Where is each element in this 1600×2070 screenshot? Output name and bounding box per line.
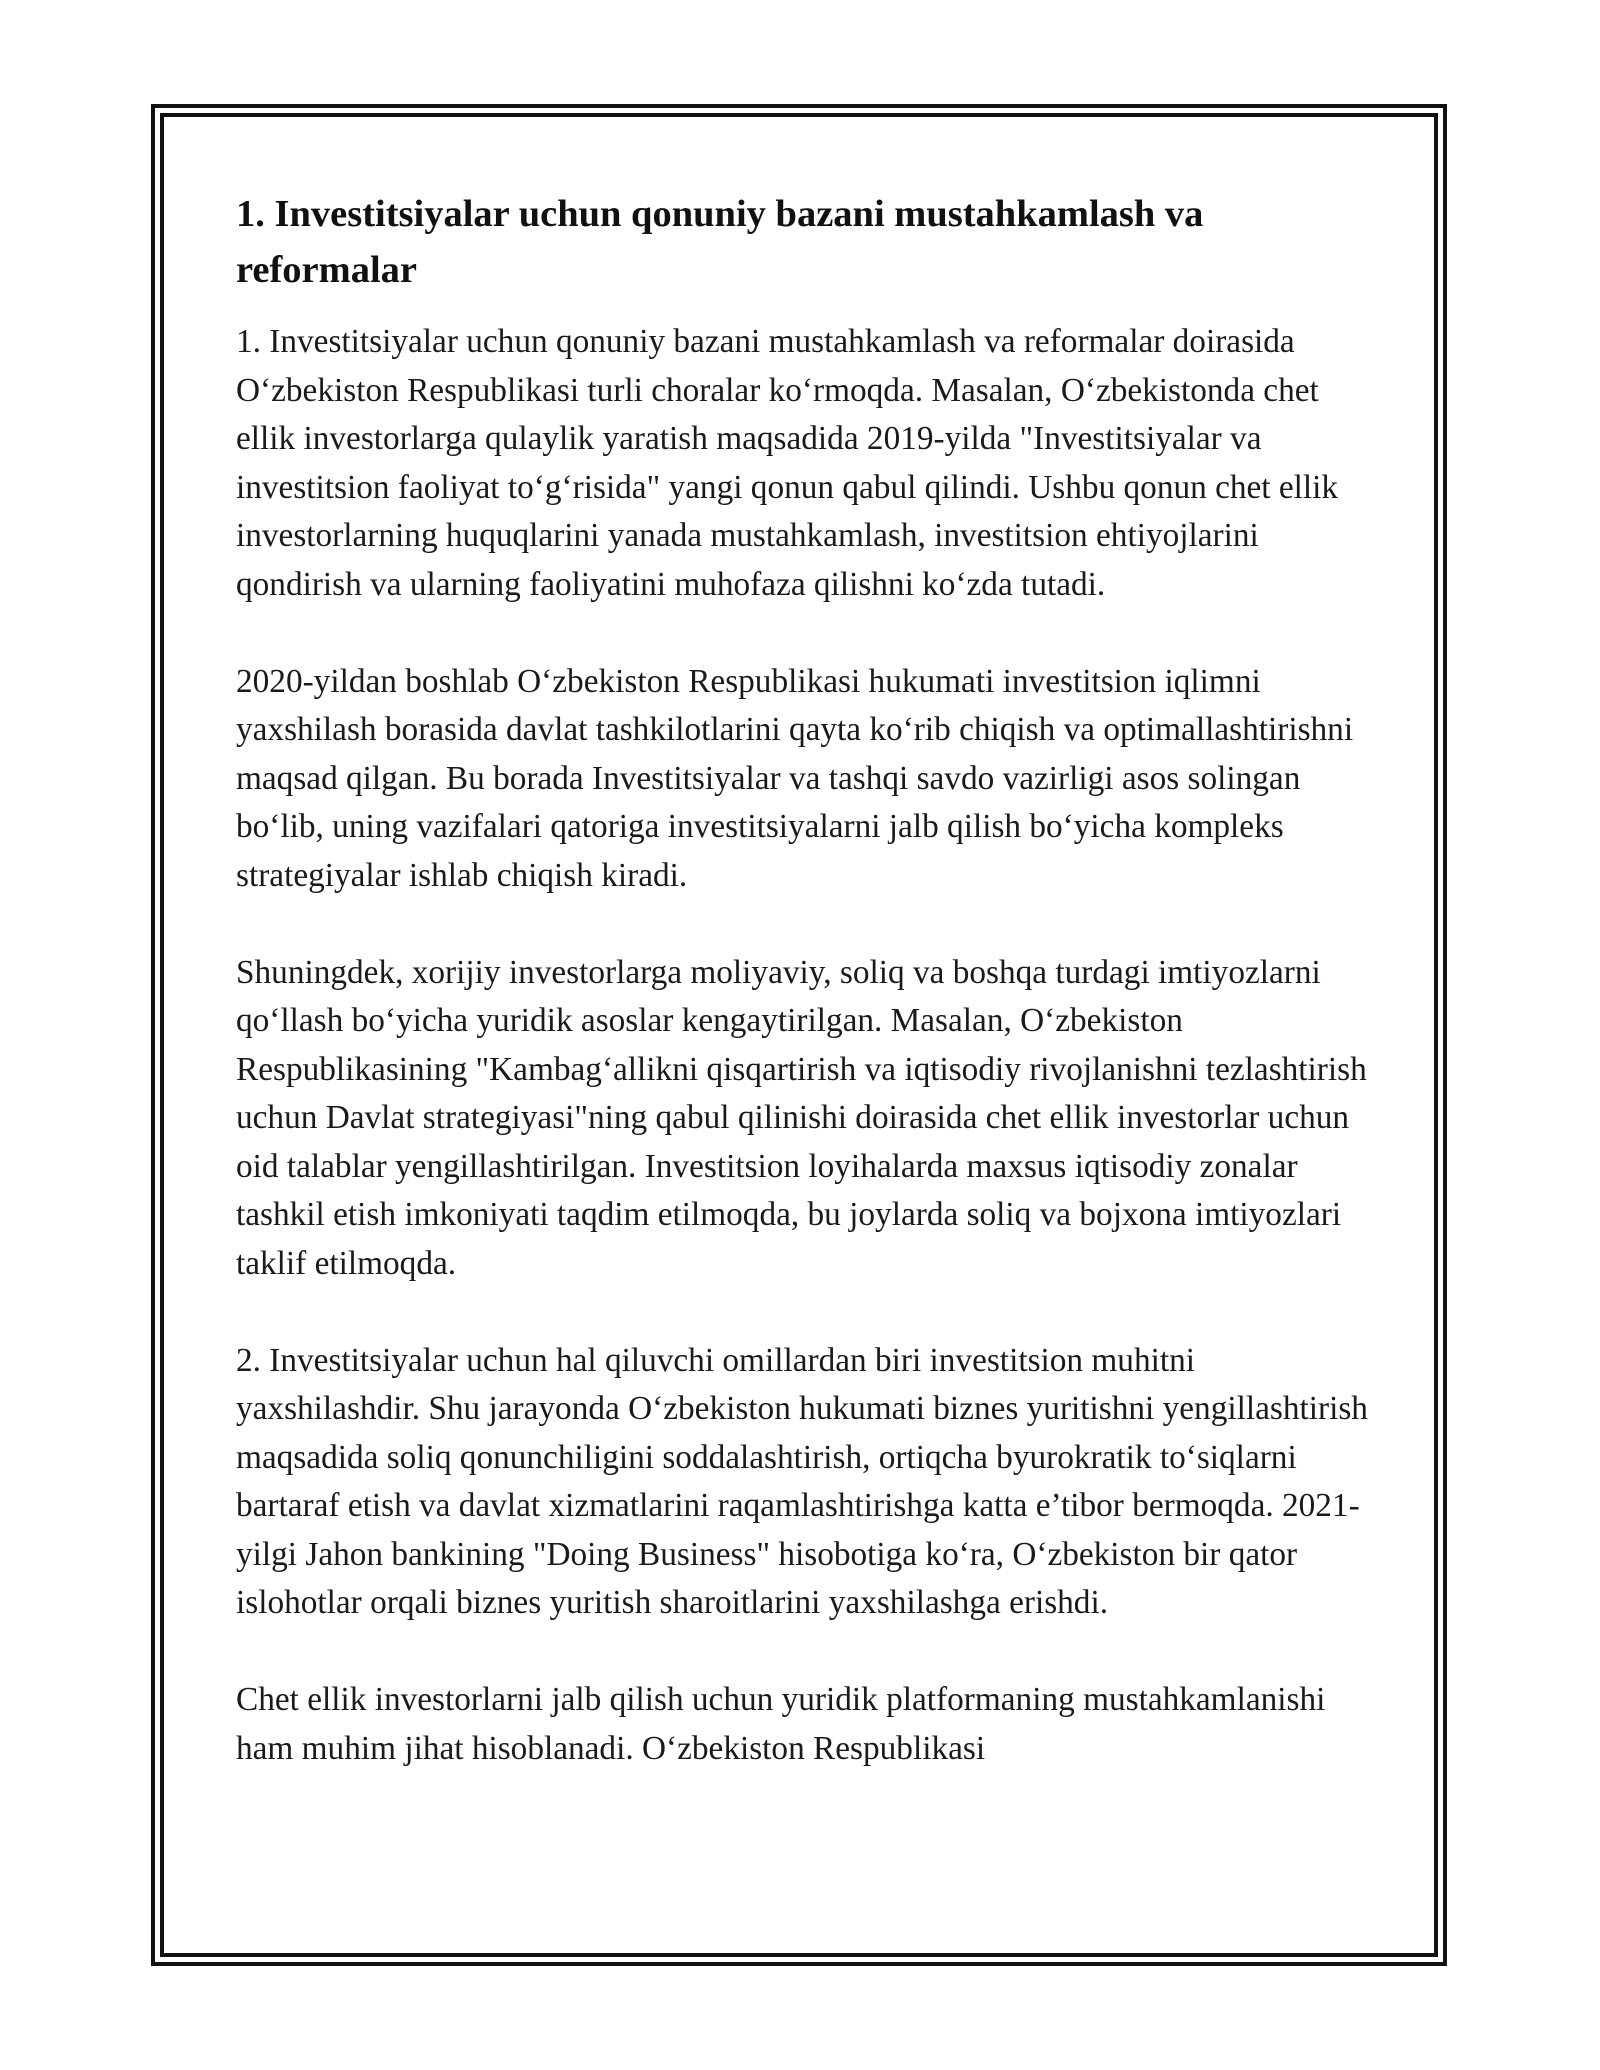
section-heading: 1. Investitsiyalar uchun qonuniy bazani mustahkamlash va reformalar — [236, 193, 1204, 291]
document-body — [236, 186, 1386, 1822]
paragraph-2: 2020-yildan boshlab O‘zbekiston Respublikasi hukumati investitsion iqlimni yaxshilash borasida davlat tashkilotlarini qayta ko‘rib chiqish va optimallashtirishni maqsad qilgan. Bu borada Investitsiyalar va tashqi savdo vazirligi asos solingan bo‘lib, uning vazifalari qatoriga investitsiyalarni jalb qilish bo‘yicha kompleks strategiyalar ishlab chiqish kiradi. — [236, 662, 1354, 894]
paragraph-1: 1. Investitsiyalar uchun qonuniy bazani mustahkamlash va reformalar doirasida O‘zbekiston Respublikasi turli choralar ko‘rmoqda. Masalan, O‘zbekistonda chet ellik investorlarga qulaylik yaratish maqsadida 2019-yilda "Investitsiyalar va investitsion faoliyat to‘g‘risida" yangi qonun qabul qilindi. Ushbu qonun chet ellik investorlarning huquqlarini yanada mustahkamlash, investitsion ehtiyojlarini qondirish va ularning faoliyatini muhofaza qilishni ko‘zda tutadi. — [236, 323, 1339, 603]
paragraph-5: Chet ellik investorlarni jalb qilish uchun yuridik platformaning mustahkamlanishi ham muhim jihat hisoblanadi. O‘zbekiston Respublikasi — [236, 1681, 1326, 1767]
paragraph-4: 2. Investitsiyalar uchun hal qiluvchi omillardan biri investitsion muhitni yaxshilashdir. Shu jarayonda O‘zbekiston hukumati biznes yuritishni yengillashtirish maqsadida soliq qonunchiligini soddalashtirish, ortiqcha byurokratik to‘siqlarni bartaraf etish va davlat xizmatlarini raqamlashtirishga katta e’tibor bermoqda. 2021-yilgi Jahon bankining "Doing Business" hisobotiga ko‘ra, O‘zbekiston bir qator islohotlar orqali biznes yuritish sharoitlarini yaxshilashga erishdi. — [236, 1341, 1368, 1621]
paragraph-3: Shuningdek, xorijiy investorlarga moliyaviy, soliq va boshqa turdagi imtiyozlarni qo‘llash bo‘yicha yuridik asoslar kengaytirilgan. Masalan, O‘zbekiston Respublikasining "Kambag‘allikni qisqartirish va iqtisodiy rivojlanishni tezlashtirish uchun Davlat strategiyasi"ning qabul qilinishi doirasida chet ellik investorlar uchun oid talablar yengillashtirilgan. Investitsion loyihalarda maxsus iqtisodiy zonalar tashkil etish imkoniyati taqdim etilmoqda, bu joylarda soliq va bojxona imtiyozlari taklif etilmoqda. — [236, 953, 1367, 1282]
